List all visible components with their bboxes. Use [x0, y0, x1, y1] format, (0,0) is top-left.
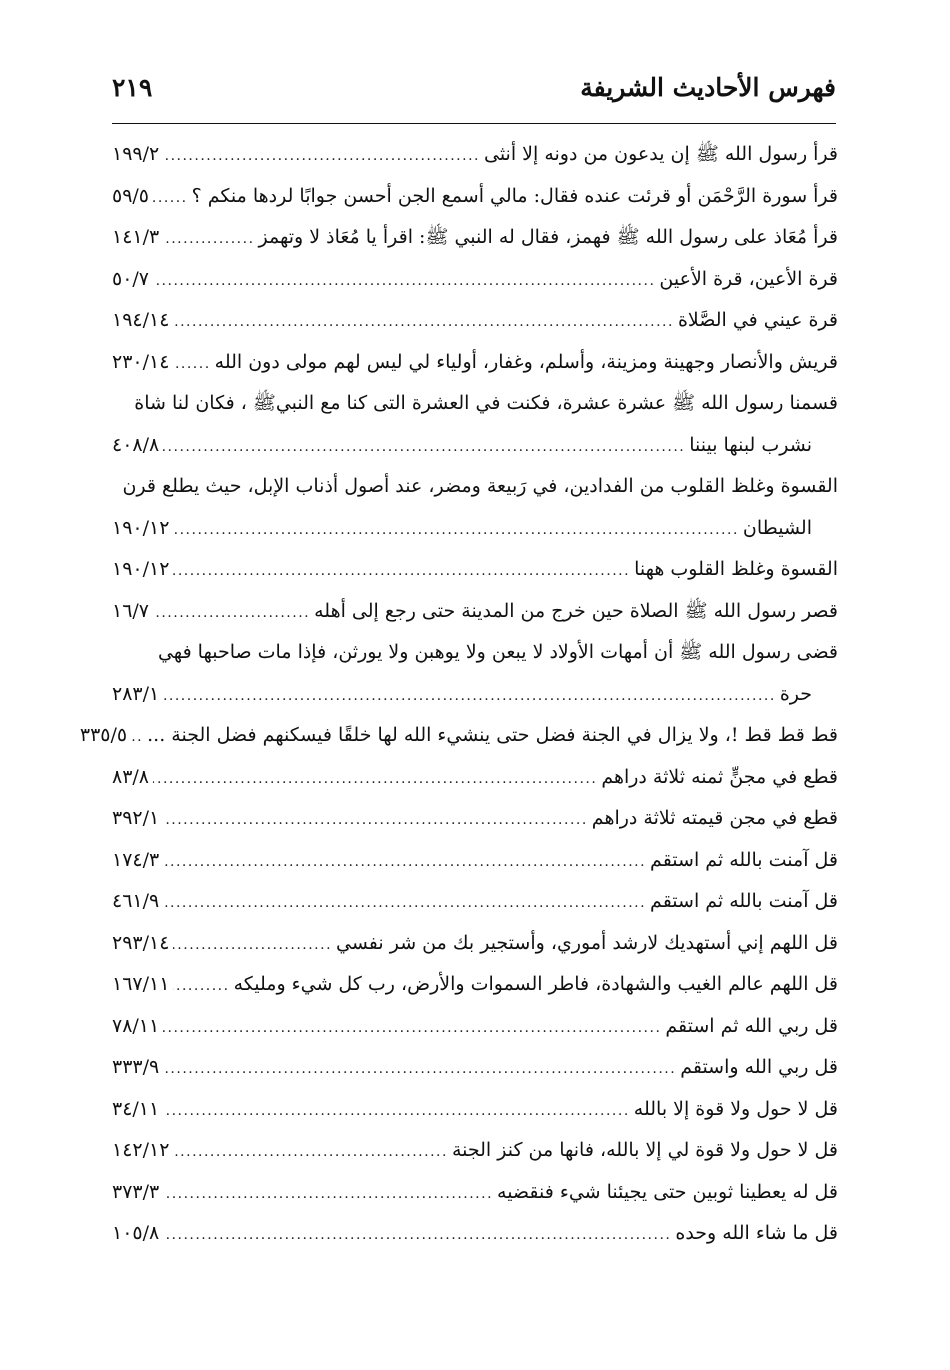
- dot-leader: [163, 676, 776, 718]
- index-entry: [112, 591, 838, 633]
- page-number: ٢١٩: [112, 72, 153, 102]
- dot-leader: [173, 551, 630, 593]
- page-title: فهرس الأحاديث الشريفة: [580, 72, 836, 102]
- entry-text: قسمنا رسول الله ﷺ عشرة عشرة، فكنت في العشرة التى كنا مع النبيﷺ ، فكان لنا شاة: [134, 392, 838, 414]
- entry-reference: ١٦/٧: [112, 599, 150, 622]
- page-header: [112, 62, 836, 112]
- dot-leader: [173, 302, 674, 344]
- index-entry: [112, 1047, 838, 1089]
- entry-text: قرأ سورة الرَّحْمَن أو قرئت عنده فقال: مالي أسمع الجن أحسن جوابًا لردها منكم ؟: [191, 184, 838, 207]
- entry-text: قل اللهم إني أستهديك لارشد أموري، وأستجير بك من شر نفسي: [336, 931, 838, 954]
- index-entry-line: [112, 632, 838, 674]
- entry-reference: ١٩٠/١٢: [112, 558, 170, 580]
- entry-text-continued: نشرب لبنها بيننا: [689, 433, 812, 456]
- entry-text: قرأ مُعَاذ على رسول الله ﷺ فهمز، فقال له النبي ﷺ: اقرأ يا مُعَاذ لا وتهمز: [258, 226, 838, 248]
- entry-reference: ٤٦١/٩: [112, 890, 160, 912]
- entry-text-continued: الشيطان: [742, 516, 812, 539]
- index-entry: [112, 1172, 838, 1214]
- header-rule: [112, 123, 836, 124]
- entry-reference: ١٩٠/١٢: [112, 516, 170, 539]
- entry-text: قط قط قط !، ولا يزال في الجنة فضل حتى ينشيء الله لها خلقًا فيسكنهم فضل الجنة ...: [147, 724, 838, 746]
- entry-reference: ٨٣/٨: [112, 765, 150, 788]
- entry-reference: ٣٩٢/١: [112, 807, 160, 829]
- entry-text: قرة عيني في الصَّلاة: [677, 309, 838, 331]
- dot-leader: [153, 593, 310, 635]
- entry-text: قل آمنت بالله ثم استقم: [650, 890, 838, 912]
- index-entry: [112, 881, 838, 923]
- entry-reference: ٣٤/١١: [112, 1097, 160, 1120]
- index-entry: [112, 259, 838, 301]
- dot-leader: [131, 717, 143, 759]
- index-entry: [112, 134, 838, 176]
- dot-leader: [163, 883, 646, 925]
- entry-reference: ٥٩/٥: [112, 184, 150, 207]
- index-entry: [112, 549, 838, 591]
- dot-leader: [163, 842, 646, 884]
- entry-reference: ١٦٧/١١: [112, 973, 170, 995]
- dot-leader: [163, 1049, 676, 1091]
- entry-reference: ٥٠/٧: [112, 267, 150, 290]
- index-entry: [112, 1089, 838, 1131]
- dot-leader: [173, 344, 210, 386]
- index-entry-continuation: [112, 674, 838, 716]
- entry-text: قل ربي الله ثم استقم: [665, 1014, 838, 1037]
- entry-text: قل ما شاء الله وحده: [675, 1222, 838, 1244]
- entry-text: قل ربي الله واستقم: [680, 1056, 838, 1078]
- hadith-index-list: [79, 134, 838, 1255]
- entry-reference: ١٩٤/١٤: [112, 309, 170, 331]
- entry-text: القسوة وغلظ القلوب ههنا: [634, 558, 838, 580]
- entry-text: القسوة وغلظ القلوب من الفدادين، في رَبيعة ومضر، عند أصول أذناب الإبل، حيث يطلع قرن: [122, 475, 838, 497]
- dot-leader: [163, 1008, 661, 1050]
- dot-leader: [163, 800, 588, 842]
- entry-reference: ٢٩٣/١٤: [112, 931, 170, 954]
- entry-reference: ٢٣٠/١٤: [112, 350, 170, 373]
- entry-text: قريش والأنصار وجهينة ومزينة، وأسلم، وغفار، أولياء لي ليس لهم مولى دون الله: [214, 350, 838, 373]
- entry-text: قضى رسول الله ﷺ أن أمهات الأولاد لا يبعن ولا يوهبن ولا يورثن، فإذا مات صاحبها فهي: [157, 641, 838, 663]
- index-entry-line: [112, 383, 838, 425]
- entry-reference: ٣٧٣/٣: [112, 1180, 160, 1203]
- entry-reference: ١٩٩/٢: [112, 143, 160, 165]
- entry-reference: ١٤٢/١٢: [112, 1139, 170, 1161]
- dot-leader: [163, 136, 480, 178]
- dot-leader: [173, 966, 229, 1008]
- entry-text: قل لا حول ولا قوة لي إلا بالله، فانها من كنز الجنة: [451, 1139, 838, 1161]
- entry-reference: ٢٨٣/١: [112, 682, 160, 705]
- entry-text: قل آمنت بالله ثم استقم: [650, 848, 838, 871]
- index-entry: [112, 923, 838, 965]
- entry-text: قطع في مجن قيمته ثلاثة دراهم: [591, 807, 838, 829]
- dot-leader: [173, 510, 738, 552]
- dot-leader: [163, 219, 254, 261]
- index-entry-continuation: [112, 508, 838, 550]
- entry-text: قطع في مجنٍّ ثمنه ثلاثة دراهم: [601, 765, 838, 788]
- index-entry: [112, 217, 838, 259]
- index-entry: [112, 964, 838, 1006]
- entry-text: قرة الأعين، قرة الأعين: [659, 267, 838, 290]
- entry-reference: ١٤١/٣: [112, 226, 160, 248]
- dot-leader: [163, 427, 685, 469]
- dot-leader: [173, 1132, 448, 1174]
- index-entry: [112, 798, 838, 840]
- dot-leader: [153, 261, 655, 303]
- index-entry: [112, 342, 838, 384]
- entry-text: قل له يعطينا ثوبين حتى يجيئنا شيء فنقضيه: [497, 1180, 838, 1203]
- index-entry: [112, 840, 838, 882]
- index-entry: [112, 176, 838, 218]
- index-entry: [79, 715, 838, 757]
- entry-reference: ٧٨/١١: [112, 1014, 160, 1037]
- dot-leader: [163, 1174, 493, 1216]
- entry-text: قصر رسول الله ﷺ الصلاة حين خرج من المدينة حتى رجع إلى أهله: [314, 599, 838, 622]
- index-entry: [112, 300, 838, 342]
- index-entry: [112, 1213, 838, 1255]
- entry-text: قل اللهم عالم الغيب والشهادة، فاطر السموات والأرض، رب كل شيء ومليكه: [233, 973, 838, 995]
- entry-text: قرأ رسول الله ﷺ إن يدعون من دونه إلا أنثى: [483, 143, 838, 165]
- dot-leader: [173, 925, 332, 967]
- entry-text-continued: حرة: [779, 682, 812, 705]
- dot-leader: [163, 1091, 630, 1133]
- entry-reference: ٤٠٨/٨: [112, 433, 160, 456]
- dot-leader: [153, 178, 188, 220]
- index-entry-line: [112, 466, 838, 508]
- entry-reference: ٣٣٣/٩: [112, 1056, 160, 1078]
- entry-text: قل لا حول ولا قوة إلا بالله: [633, 1097, 838, 1120]
- entry-reference: ١٧٤/٣: [112, 848, 160, 871]
- index-entry: [112, 1006, 838, 1048]
- entry-reference: ٣٣٥/٥: [79, 724, 128, 746]
- entry-reference: ١٠٥/٨: [112, 1222, 160, 1244]
- index-entry: [112, 757, 838, 799]
- dot-leader: [163, 1215, 671, 1257]
- index-entry: [112, 1130, 838, 1172]
- dot-leader: [153, 759, 597, 801]
- index-entry-continuation: [112, 425, 838, 467]
